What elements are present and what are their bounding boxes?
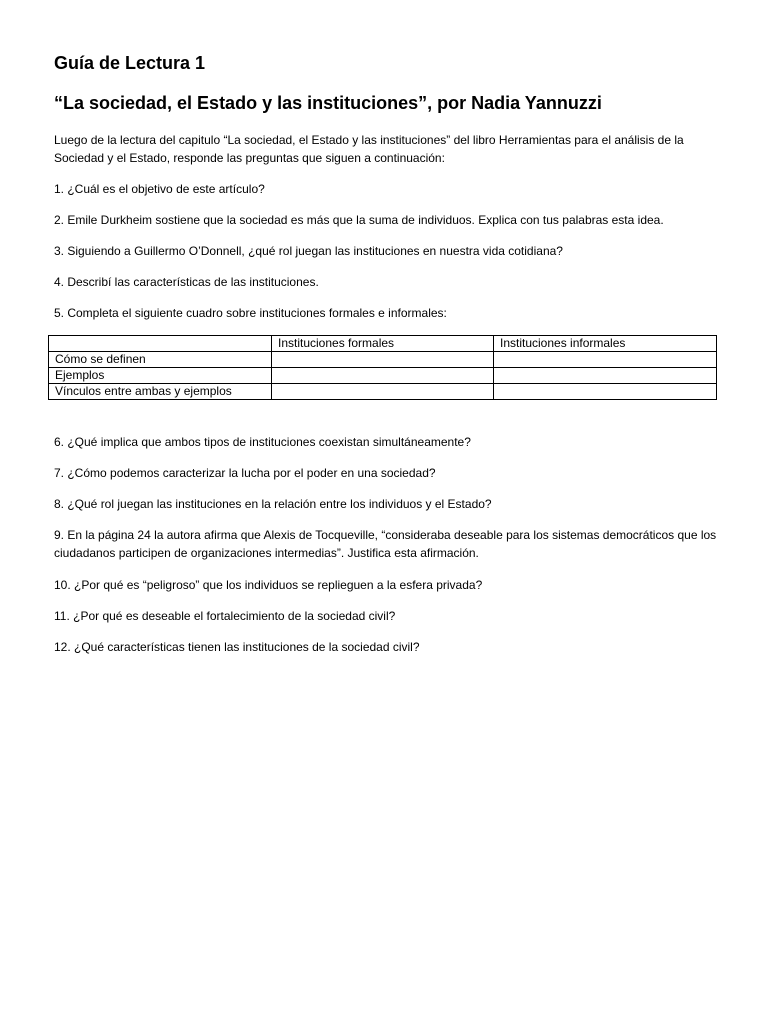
question-8: 8. ¿Qué rol juegan las instituciones en la relación entre los individuos y el Estado? [54, 497, 492, 511]
table-row [49, 368, 717, 384]
table-cell [494, 384, 717, 400]
table-header-cell: Instituciones informales [494, 336, 717, 352]
question-3: 3. Siguiendo a Guillermo O’Donnell, ¿qué rol juegan las instituciones en nuestra vida cotidiana? [54, 244, 563, 258]
question-7: 7. ¿Cómo podemos caracterizar la lucha por el poder en una sociedad? [54, 466, 436, 480]
table-header-cell [49, 336, 272, 352]
question-5: 5. Completa el siguiente cuadro sobre instituciones formales e informales: [54, 306, 447, 320]
question-9: 9. En la página 24 la autora afirma que Alexis de Tocqueville, “consideraba deseable para los sistemas democráticos que los ciudadanos participen de organizaciones intermedias”. Justifica esta afirmación. [54, 528, 717, 560]
institutions-table [48, 335, 717, 400]
table-row-label: Ejemplos [49, 368, 272, 384]
question-6: 6. ¿Qué implica que ambos tipos de instituciones coexistan simultáneamente? [54, 435, 471, 449]
question-2: 2. Emile Durkheim sostiene que la sociedad es más que la suma de individuos. Explica con tus palabras esta idea. [54, 213, 664, 227]
table-row-label: Cómo se definen [49, 352, 272, 368]
table-cell [494, 368, 717, 384]
table-cell [272, 352, 494, 368]
table-row-label: Vínculos entre ambas y ejemplos [49, 384, 272, 400]
table-cell [272, 368, 494, 384]
table-row [49, 384, 717, 400]
page-subtitle: “La sociedad, el Estado y las instituciones”, por Nadia Yannuzzi [54, 93, 602, 113]
intro-paragraph: Luego de la lectura del capitulo “La sociedad, el Estado y las instituciones” del libro Herramientas para el análisis de la Sociedad y el Estado, responde las preguntas que siguen a continuación: [54, 133, 684, 165]
question-4: 4. Describí las características de las instituciones. [54, 275, 319, 289]
table-row [49, 352, 717, 368]
question-1: 1. ¿Cuál es el objetivo de este artículo? [54, 182, 265, 196]
table-header-row [49, 336, 717, 352]
table-cell [494, 352, 717, 368]
question-12: 12. ¿Qué características tienen las instituciones de la sociedad civil? [54, 640, 420, 654]
page-title: Guía de Lectura 1 [54, 53, 206, 73]
table-header-cell: Instituciones formales [272, 336, 494, 352]
question-11: 11. ¿Por qué es deseable el fortalecimiento de la sociedad civil? [54, 609, 396, 623]
table-cell [272, 384, 494, 400]
question-10: 10. ¿Por qué es “peligroso” que los individuos se replieguen a la esfera privada? [54, 578, 483, 592]
